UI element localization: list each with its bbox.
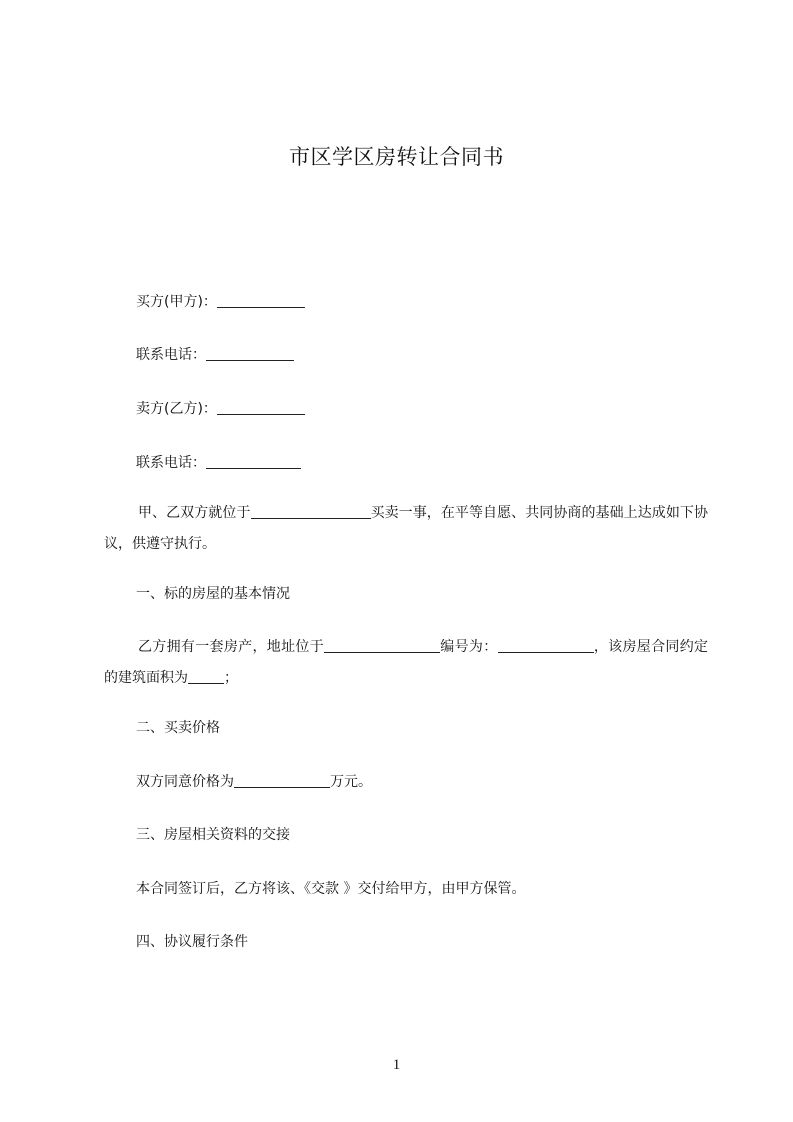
section4-heading: 四、协议履行条件 [136,934,248,950]
seller-line [136,399,305,419]
buyer-line [136,292,305,312]
buyer-blank [217,292,305,308]
property-location-blank [251,503,371,519]
buyer-phone-label: 联系电话： [136,347,206,363]
intro-text-end: 买卖一事，在平等自愿、共同协商的基础上达成如下协议，供遵守执行。 [104,505,708,552]
document-title: 市区学区房转让合同书 [289,145,504,169]
buyer-label: 买方(甲方)： [136,294,217,310]
seller-label: 卖方(乙方)： [136,401,217,417]
section1-number-label: 编号为： [440,639,498,655]
buyer-phone-line [136,345,294,365]
section1-text-start: 乙方拥有一套房产，地址位于 [138,639,324,655]
seller-phone-blank [206,453,301,469]
section3-paragraph: 本合同签订后，乙方将该、《交款 》交付给甲方，由甲方保管。 [136,881,526,897]
property-number-blank [498,637,594,653]
seller-phone-line [136,453,301,473]
buyer-phone-blank [206,345,294,361]
seller-phone-label: 联系电话： [136,455,206,471]
section2-heading: 二、买卖价格 [136,720,220,736]
seller-blank [217,399,305,415]
section1-area-label: ，该房屋合同约定的建筑面积为 [104,639,709,686]
section1-paragraph [104,632,708,694]
section1-heading: 一、标的房屋的基本情况 [136,586,290,602]
intro-paragraph [104,498,708,560]
price-blank [234,772,330,788]
intro-text-start: 甲、乙双方就位于 [138,505,251,521]
price-unit: 万元。 [330,774,372,790]
page-number: 1 [392,1057,401,1073]
address-blank [324,637,440,653]
building-area-blank [188,668,224,684]
section1-text-end: ； [224,670,238,686]
section2-paragraph [136,772,372,792]
section3-heading: 三、房屋相关资料的交接 [136,827,290,843]
price-label: 双方同意价格为 [136,774,234,790]
